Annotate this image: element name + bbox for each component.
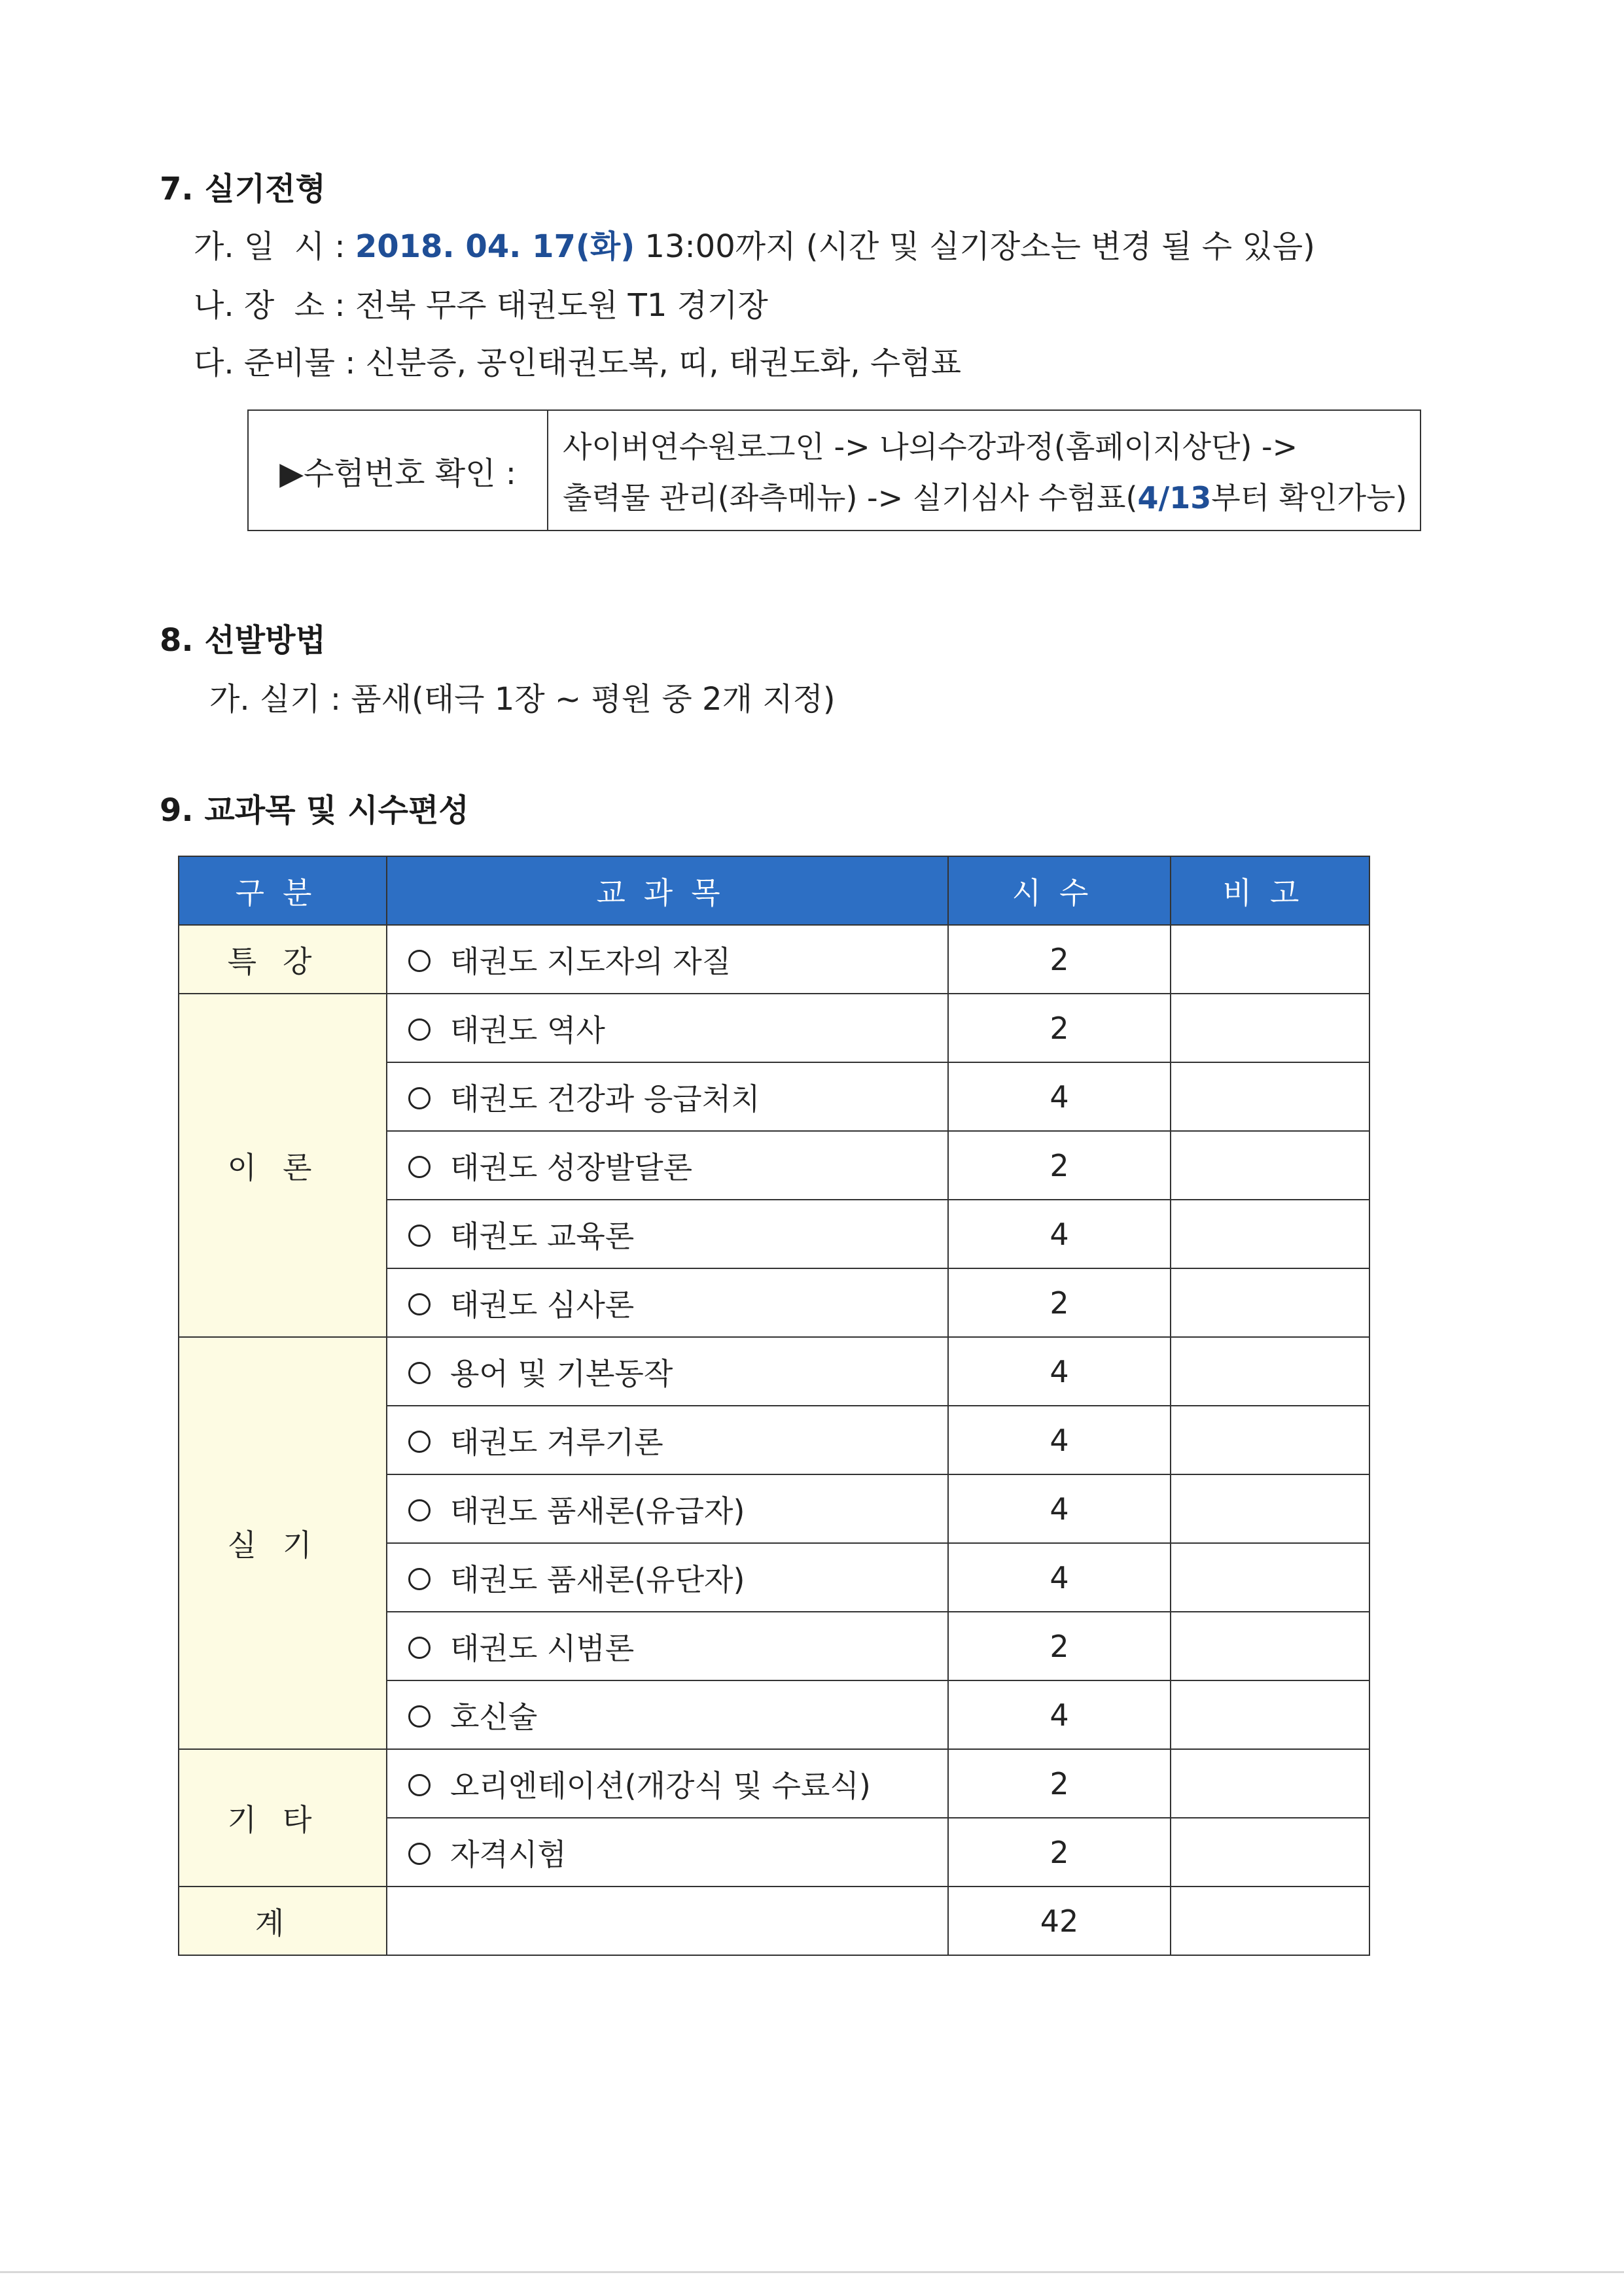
- header-category: 구분: [179, 856, 387, 925]
- remarks-cell: [1171, 1818, 1369, 1887]
- subject-cell: 태권도 심사론: [387, 1268, 948, 1337]
- info-box-content: [548, 411, 1420, 530]
- circle-bullet-icon: [408, 1018, 431, 1041]
- header-subject: 교과목: [387, 856, 948, 925]
- hours-cell: 2: [948, 1749, 1171, 1818]
- circle-bullet-icon: [408, 1431, 431, 1453]
- remarks-cell: [1171, 1612, 1369, 1680]
- circle-bullet-icon: [408, 1225, 431, 1247]
- subject-cell: 태권도 시범론: [387, 1612, 948, 1680]
- total-remarks-cell: [1171, 1887, 1369, 1955]
- subject-cell: 자격시험: [387, 1818, 948, 1887]
- hours-cell: 4: [948, 1062, 1171, 1131]
- table-row: [179, 1337, 1369, 1406]
- table-row: [179, 925, 1369, 994]
- exam-date-label: 가. 일 시 :: [194, 228, 355, 265]
- subject-cell: 태권도 품새론(유급자): [387, 1474, 948, 1543]
- remarks-cell: [1171, 925, 1369, 994]
- hours-cell: 4: [948, 1406, 1171, 1474]
- subject-cell: 태권도 역사: [387, 994, 948, 1062]
- category-cell: 특강: [179, 925, 387, 994]
- hours-cell: 2: [948, 1268, 1171, 1337]
- hours-cell: 4: [948, 1474, 1171, 1543]
- circle-bullet-icon: [408, 1637, 431, 1659]
- category-cell: 이론: [179, 994, 387, 1337]
- remarks-cell: [1171, 1680, 1369, 1749]
- info-box-line-2-a: 출력물 관리(좌측메뉴) -> 실기심사 수험표(: [563, 480, 1138, 515]
- hours-cell: 4: [948, 1200, 1171, 1268]
- hours-cell: 4: [948, 1543, 1171, 1612]
- info-box-date-highlight: 4/13: [1137, 480, 1212, 515]
- hours-cell: 2: [948, 1131, 1171, 1200]
- circle-bullet-icon: [408, 1156, 431, 1178]
- selection-method-line: 가. 실기 : 품새(태극 1장 ~ 평원 중 2개 지정): [209, 681, 836, 718]
- remarks-cell: [1171, 1406, 1369, 1474]
- curriculum-table: [178, 856, 1370, 1956]
- header-hours: 시수: [948, 856, 1171, 925]
- table-row: [179, 994, 1369, 1062]
- exam-date-value: 2018. 04. 17(화): [355, 228, 635, 265]
- circle-bullet-icon: [408, 1705, 431, 1728]
- subject-cell: 호신술: [387, 1680, 948, 1749]
- circle-bullet-icon: [408, 1843, 431, 1865]
- remarks-cell: [1171, 994, 1369, 1062]
- table-total-row: [179, 1887, 1369, 1955]
- table-row: [179, 1749, 1369, 1818]
- exam-date-line: [194, 221, 1315, 266]
- info-box-label: ▶수험번호 확인 :: [249, 411, 548, 530]
- section-9-title: 9. 교과목 및 시수편성: [160, 792, 469, 829]
- header-remarks: 비고: [1171, 856, 1369, 925]
- table-header-row: [179, 856, 1369, 925]
- subject-cell: 태권도 교육론: [387, 1200, 948, 1268]
- remarks-cell: [1171, 1200, 1369, 1268]
- circle-bullet-icon: [408, 1568, 431, 1590]
- exam-place-line: 나. 장 소 : 전북 무주 태권도원 T1 경기장: [194, 287, 768, 324]
- info-box-line-2: [563, 472, 1420, 523]
- remarks-cell: [1171, 1268, 1369, 1337]
- remarks-cell: [1171, 1131, 1369, 1200]
- exam-items-line: 다. 준비물 : 신분증, 공인태권도복, 띠, 태권도화, 수험표: [194, 345, 961, 381]
- subject-cell: 태권도 성장발달론: [387, 1131, 948, 1200]
- info-box-line-1: 사이버연수원로그인 -> 나의수강과정(홈페이지상단) ->: [563, 429, 1298, 464]
- hours-cell: 2: [948, 1818, 1171, 1887]
- category-cell: 실기: [179, 1337, 387, 1749]
- total-label-cell: 계: [179, 1887, 387, 1955]
- category-cell: 기타: [179, 1749, 387, 1887]
- total-subject-cell: [387, 1887, 948, 1955]
- hours-cell: 2: [948, 925, 1171, 994]
- subject-cell: 태권도 건강과 응급처치: [387, 1062, 948, 1131]
- remarks-cell: [1171, 1543, 1369, 1612]
- subject-cell: 용어 및 기본동작: [387, 1337, 948, 1406]
- section-8-title: 8. 선발방법: [160, 622, 326, 659]
- exam-date-rest: 13:00까지 (시간 및 실기장소는 변경 될 수 있음): [635, 228, 1315, 265]
- circle-bullet-icon: [408, 1774, 431, 1796]
- exam-number-info-box: [247, 409, 1421, 531]
- remarks-cell: [1171, 1337, 1369, 1406]
- circle-bullet-icon: [408, 1499, 431, 1522]
- subject-cell: 태권도 겨루기론: [387, 1406, 948, 1474]
- hours-cell: 4: [948, 1680, 1171, 1749]
- total-hours-cell: 42: [948, 1887, 1171, 1955]
- subject-cell: 태권도 지도자의 자질: [387, 925, 948, 994]
- subject-cell: 오리엔테이션(개강식 및 수료식): [387, 1749, 948, 1818]
- circle-bullet-icon: [408, 950, 431, 972]
- hours-cell: 4: [948, 1337, 1171, 1406]
- circle-bullet-icon: [408, 1362, 431, 1384]
- remarks-cell: [1171, 1474, 1369, 1543]
- circle-bullet-icon: [408, 1293, 431, 1315]
- hours-cell: 2: [948, 1612, 1171, 1680]
- subject-cell: 태권도 품새론(유단자): [387, 1543, 948, 1612]
- remarks-cell: [1171, 1062, 1369, 1131]
- page-bottom-rule: [0, 2271, 1624, 2273]
- hours-cell: 2: [948, 994, 1171, 1062]
- circle-bullet-icon: [408, 1087, 431, 1109]
- section-7-title: 7. 실기전형: [160, 171, 326, 207]
- info-box-line-2-c: 부터 확인가능): [1211, 480, 1407, 515]
- remarks-cell: [1171, 1749, 1369, 1818]
